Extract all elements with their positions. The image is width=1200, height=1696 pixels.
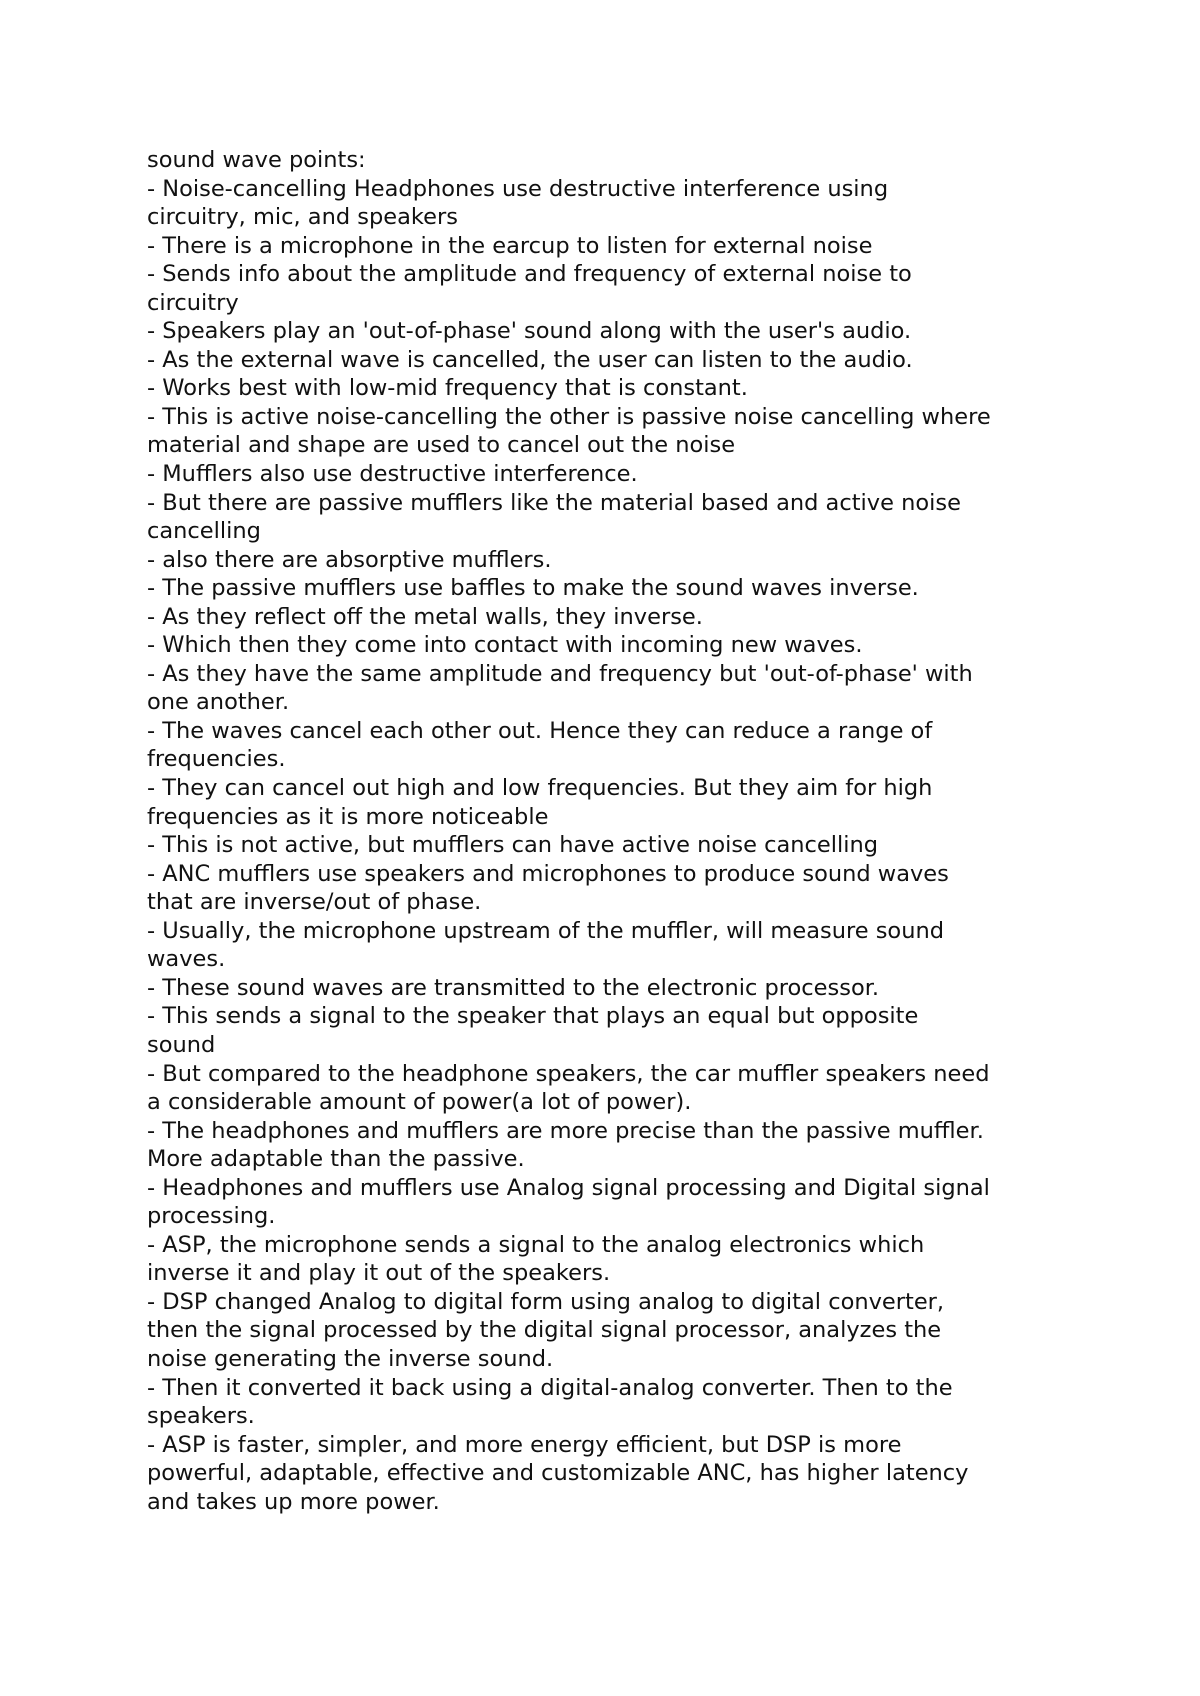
document-text-line: - Usually, the microphone upstream of the muffler, will measure sound [147, 917, 945, 944]
document-text-line: that are inverse/out of phase. [147, 889, 482, 916]
document-text-line: - ASP, the microphone sends a signal to the analog electronics which [147, 1231, 925, 1258]
document-text-line: cancelling [147, 518, 261, 545]
document-text-line: - ANC mufflers use speakers and microphones to produce sound waves [147, 860, 949, 887]
document-heading: sound wave points: [147, 147, 366, 173]
document-text-line: material and shape are used to cancel out the noise [147, 432, 736, 459]
document-text-line: - But there are passive mufflers like the material based and active noise [147, 489, 961, 516]
document-text-line: sound [147, 1031, 216, 1058]
document-text-line: - Sends info about the amplitude and frequency of external noise to [147, 261, 912, 288]
document-text-line: - This is not active, but mufflers can have active noise cancelling [147, 832, 879, 859]
document-text-line: - The waves cancel each other out. Hence they can reduce a range of [147, 717, 933, 744]
document-text-line: circuitry [147, 289, 239, 316]
document-text-line: - Works best with low-mid frequency that is constant. [147, 375, 748, 402]
document-text-line: - Speakers play an 'out-of-phase' sound along with the user's audio. [147, 318, 912, 345]
document-text-line: - Then it converted it back using a digital-analog converter. Then to the [147, 1374, 953, 1401]
document-text-line: - The passive mufflers use baffles to make the sound waves inverse. [147, 575, 919, 602]
document-text-line: - This is active noise-cancelling the other is passive noise cancelling where [147, 403, 991, 430]
document-text-line: - Headphones and mufflers use Analog signal processing and Digital signal [147, 1174, 990, 1201]
document-text-line: - Mufflers also use destructive interference. [147, 461, 638, 488]
document-text-line: - As the external wave is cancelled, the user can listen to the audio. [147, 346, 913, 373]
document-text-line: - There is a microphone in the earcup to listen for external noise [147, 232, 873, 259]
document-text-line: frequencies as it is more noticeable [147, 803, 549, 830]
document-text-line: More adaptable than the passive. [147, 1146, 525, 1173]
document-text-line: then the signal processed by the digital signal processor, analyzes the [147, 1317, 942, 1344]
document-text-line: - Which then they come into contact with incoming new waves. [147, 632, 863, 659]
document-text-line: - As they have the same amplitude and frequency but 'out-of-phase' with [147, 660, 973, 687]
document-text-line: - But compared to the headphone speakers, the car muffler speakers need [147, 1060, 990, 1087]
document-body [147, 146, 1087, 1516]
document-text-line: powerful, adaptable, effective and customizable ANC, has higher latency [147, 1460, 969, 1487]
document-text-line: one another. [147, 689, 290, 716]
document-text-line: - ASP is faster, simpler, and more energy efficient, but DSP is more [147, 1431, 902, 1458]
document-text-line: a considerable amount of power(a lot of power). [147, 1089, 692, 1116]
document-text-line: - As they reflect off the metal walls, they inverse. [147, 603, 703, 630]
document-text-line: circuitry, mic, and speakers [147, 204, 458, 231]
document-text-line: waves. [147, 946, 226, 973]
document-text-line: - The headphones and mufflers are more precise than the passive muffler. [147, 1117, 984, 1144]
document-text-line: and takes up more power. [147, 1488, 440, 1515]
document-text-line: noise generating the inverse sound. [147, 1345, 554, 1372]
document-text-line: inverse it and play it out of the speakers. [147, 1260, 611, 1287]
document-text-line: speakers. [147, 1403, 255, 1430]
document-text-line: - also there are absorptive mufflers. [147, 546, 552, 573]
document-text-line: - DSP changed Analog to digital form using analog to digital converter, [147, 1288, 945, 1315]
document-text-line: - This sends a signal to the speaker that plays an equal but opposite [147, 1003, 919, 1030]
document-text-line: - They can cancel out high and low frequencies. But they aim for high [147, 775, 933, 802]
document-text-line: - These sound waves are transmitted to the electronic processor. [147, 974, 880, 1001]
document-text-line: frequencies. [147, 746, 286, 773]
document-text-line: processing. [147, 1203, 276, 1230]
document-text-line: - Noise-cancelling Headphones use destructive interference using [147, 175, 889, 202]
